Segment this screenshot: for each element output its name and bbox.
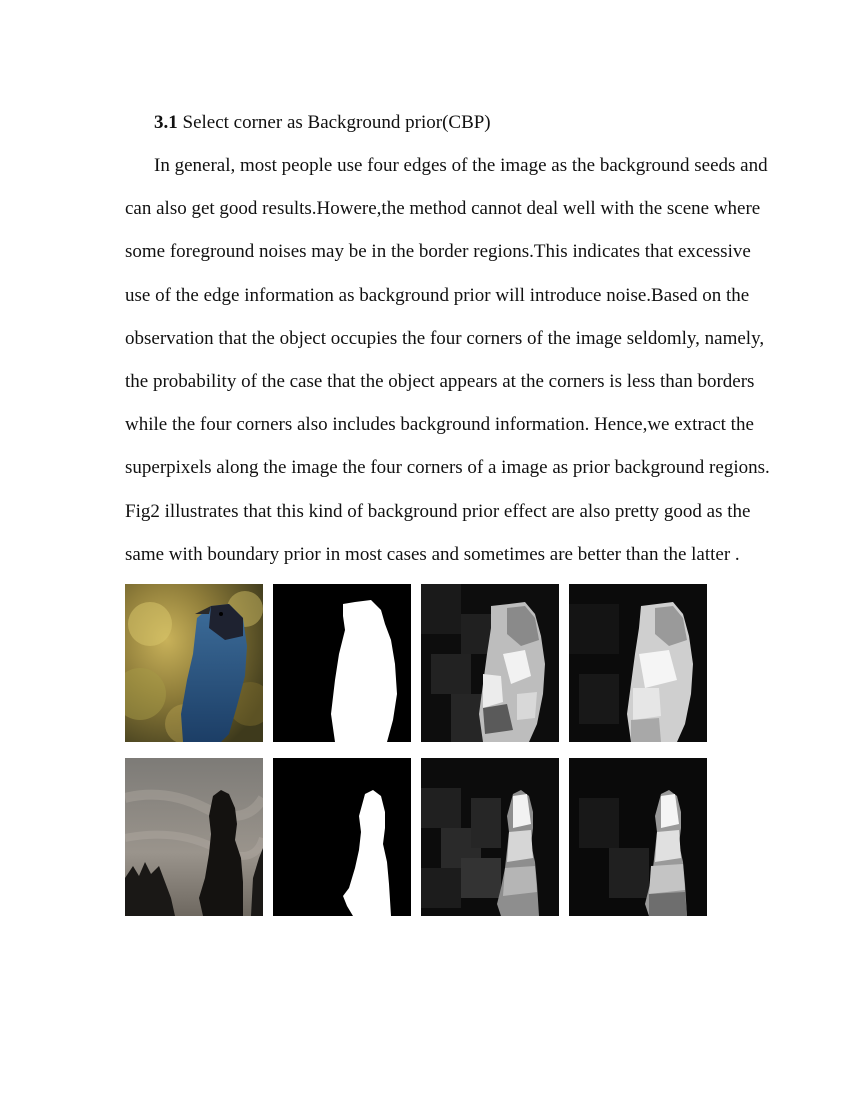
bird-ground-truth-mask bbox=[273, 584, 411, 742]
paragraph-line: can also get good results.Howere,the method cannot deal well with the scene where bbox=[125, 198, 761, 219]
paragraph-line: some foreground noises may be in the border regions.This indicates that excessive bbox=[125, 241, 751, 262]
paragraph-line: superpixels along the image the four corners of a image as prior background regions. bbox=[125, 457, 770, 478]
person-saliency-map-b bbox=[569, 758, 707, 916]
paragraph-line: In general, most people use four edges of the image as the background seeds and bbox=[154, 155, 768, 176]
paragraph-line: use of the edge information as background prior will introduce noise.Based on the bbox=[125, 285, 750, 306]
paragraph-line: while the four corners also includes background information. Hence,we extract the bbox=[125, 414, 754, 435]
person-photo bbox=[125, 758, 263, 916]
bird-saliency-map-b bbox=[569, 584, 707, 742]
section-heading bbox=[154, 110, 491, 136]
bird-saliency-map-a bbox=[421, 584, 559, 742]
person-ground-truth-mask bbox=[273, 758, 411, 916]
bird-photo bbox=[125, 584, 263, 742]
figure-2 bbox=[125, 584, 707, 916]
paragraph-line: Fig2 illustrates that this kind of background prior effect are also pretty good as the bbox=[125, 501, 751, 522]
paragraph-line: the probability of the case that the object appears at the corners is less than borders bbox=[125, 371, 755, 392]
section-number: 3.1 bbox=[154, 112, 178, 133]
paragraph-line: observation that the object occupies the four corners of the image seldomly, namely, bbox=[125, 328, 765, 349]
section-title: Select corner as Background prior(CBP) bbox=[182, 112, 491, 133]
person-saliency-map-a bbox=[421, 758, 559, 916]
paragraph-line: same with boundary prior in most cases and sometimes are better than the latter . bbox=[125, 544, 740, 565]
